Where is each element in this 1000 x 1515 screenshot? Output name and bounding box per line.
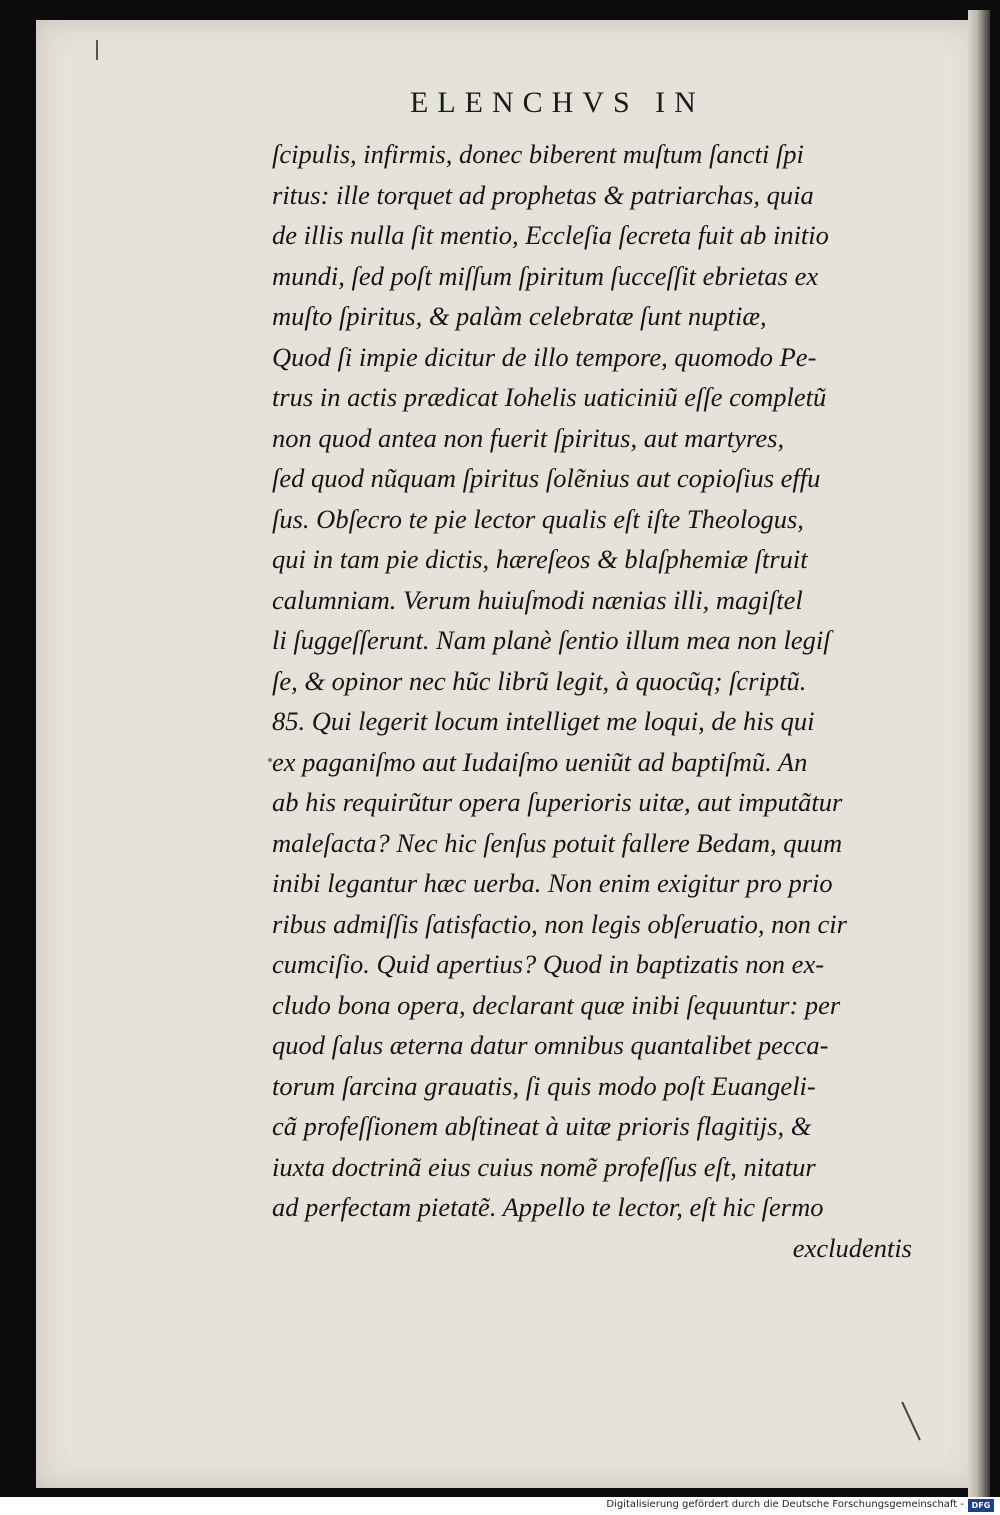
text-line: ritus: ille torquet ad prophetas & patriarchas, quia	[272, 179, 814, 210]
text-line: ribus admiſſis ſatisfactio, non legis obſeruatio, non cir	[272, 908, 847, 939]
text-line: inibi legantur hæc uerba. Non enim exigitur pro prio	[272, 868, 833, 898]
margin-mark	[96, 40, 98, 60]
running-head: ELENCHVS IN	[410, 86, 705, 119]
text-line: iuxta doctrinã eius cuius nomẽ profeſſus eſt, nitatur	[272, 1151, 816, 1182]
text-line: 85. Qui legerit locum intelliget me loqui, de his qui	[272, 706, 815, 736]
text-line: ad perfectam pietatẽ. Appello te lector, eſt hic ſermo	[272, 1192, 824, 1222]
text-line: non quod antea non fuerit ſpiritus, aut martyres,	[272, 422, 785, 453]
text-block	[272, 134, 912, 1268]
text-line: ſe, & opinor nec hũc librũ legit, à quocũq; ſcriptũ.	[272, 665, 807, 696]
text-line: ſed quod nũquam ſpiritus ſolẽnius aut copioſius effu	[272, 463, 821, 493]
text-line: calumniam. Verum huiuſmodi nænias illi, magiſtel	[272, 584, 803, 615]
text-line: trus in actis prædicat Iohelis uaticiniũ eſſe completũ	[272, 382, 827, 412]
digitization-footer	[0, 1497, 1000, 1515]
text-line: de illis nulla ſit mentio, Eccleſia ſecreta fuit ab initio	[272, 220, 829, 250]
text-line: li ſuggeſſerunt. Nam planè ſentio illum mea non legiſ	[272, 625, 831, 655]
footer-credit: Digitalisierung gefördert durch die Deutsche Forschungsgemeinschaft -	[606, 1499, 964, 1510]
text-line: mundi, ſed poſt miſſum ſpiritum ſucceſſit ebrietas ex	[272, 260, 819, 291]
text-line: quod ſalus æterna datur omnibus quantalibet pecca-	[272, 1030, 829, 1060]
text-line: cumciſio. Quid apertius? Quod in baptizatis non ex-	[272, 949, 825, 979]
text-line: qui in tam pie dictis, hæreſeos & blaſphemiæ ſtruit	[272, 544, 808, 574]
catchword: excludentis	[792, 1232, 912, 1263]
page-edge	[968, 10, 990, 1498]
text-line: maleſacta? Nec hic ſenſus potuit fallere Bedam, quum	[272, 827, 843, 858]
dfg-logo[interactable]: DFG	[968, 1499, 994, 1512]
text-line: ab his requirũtur opera ſuperioris uitæ, aut imputãtur	[272, 787, 843, 817]
text-line: cã profeſſionem abſtineat à uitæ prioris flagitijs, &	[272, 1111, 812, 1141]
text-line: ſus. Obſecro te pie lector qualis eſt iſte Theologus,	[272, 503, 804, 534]
text-line: cludo bona opera, declarant quæ inibi ſequuntur: per	[272, 989, 841, 1020]
text-line: torum ſarcina grauatis, ſi quis modo poſt Euangeli-	[272, 1070, 816, 1101]
text-line: ſcipulis, infirmis, donec biberent muſtum ſancti ſpi	[272, 139, 804, 169]
text-line: ex paganiſmo aut Iudaiſmo ueniũt ad baptiſmũ. An	[272, 746, 808, 777]
text-line: muſto ſpiritus, & palàm celebratæ ſunt nuptiæ,	[272, 301, 767, 331]
text-line: Quod ſi impie dicitur de illo tempore, quomodo Pe-	[272, 341, 817, 372]
